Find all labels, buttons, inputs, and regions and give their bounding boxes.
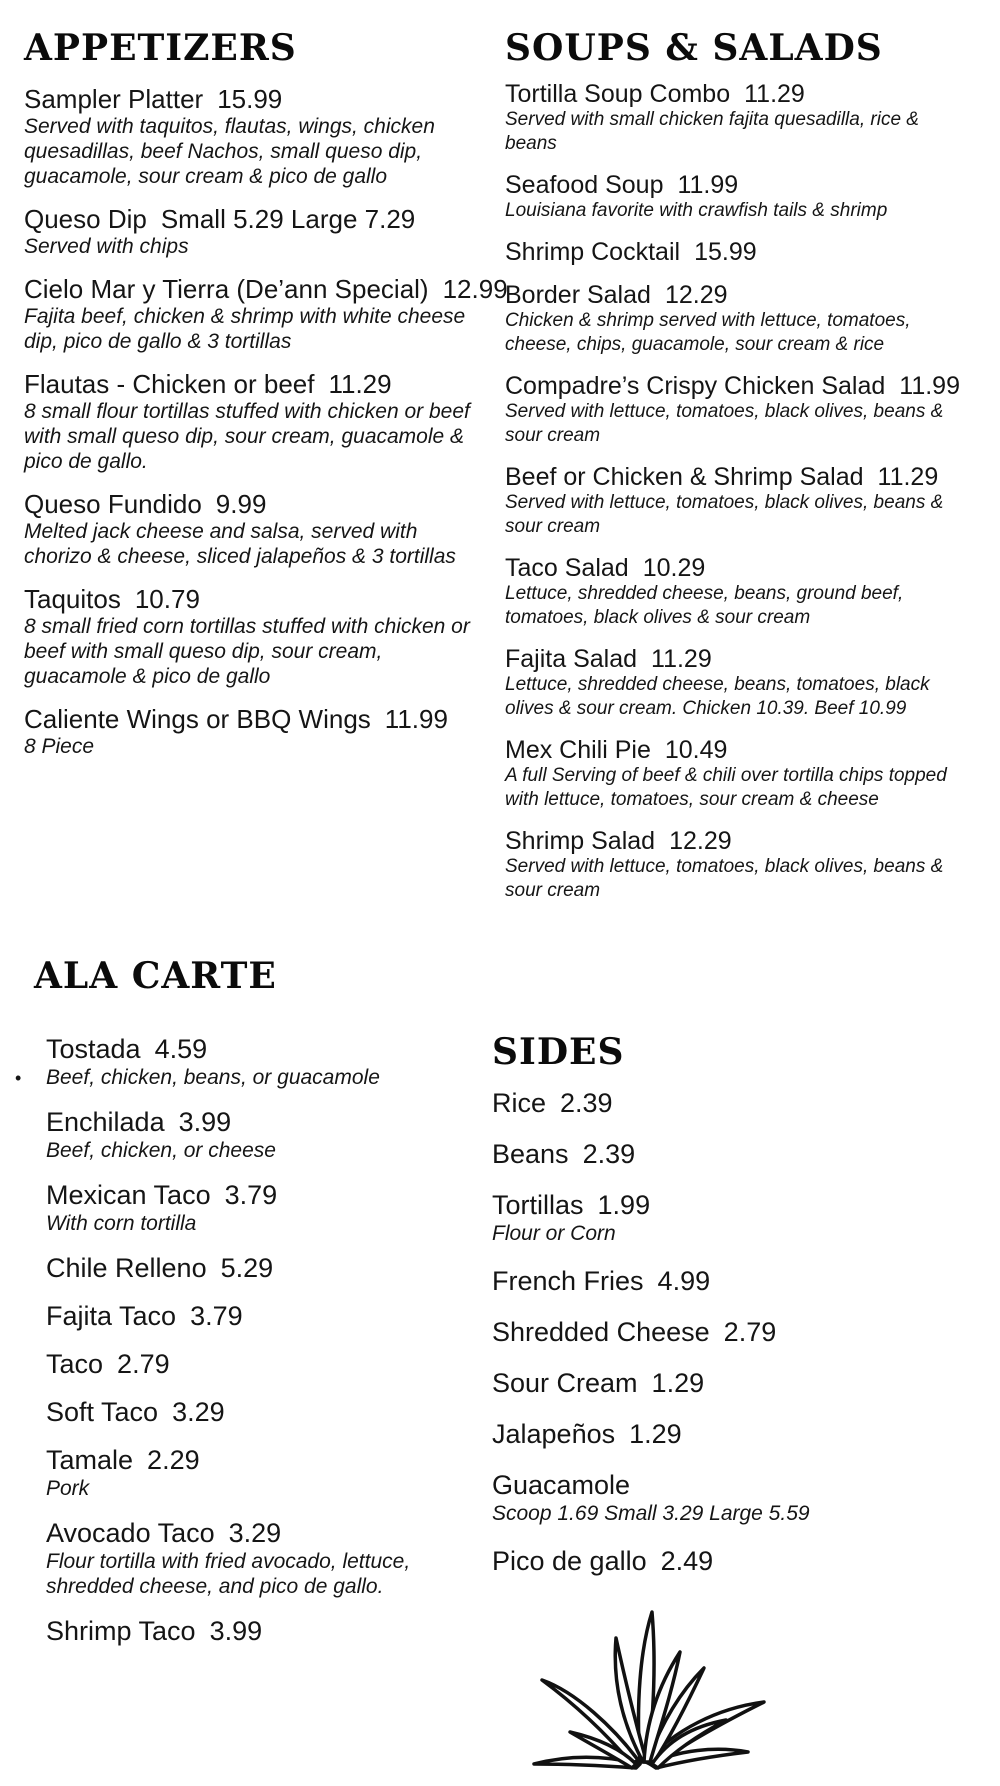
menu-item-price: Small 5.29 Large 7.29 — [160, 204, 416, 234]
menu-item-description: With corn tortilla — [46, 1212, 197, 1235]
menu-item-name: Enchilada — [46, 1107, 165, 1137]
menu-item-price: 12.29 — [664, 281, 728, 309]
menu-item-name: Shredded Cheese — [492, 1317, 710, 1347]
soups-salads-section — [505, 27, 975, 918]
menu-item-name: Sampler Platter — [24, 84, 204, 114]
menu-item-title — [24, 369, 484, 399]
menu-item-title — [492, 1368, 912, 1399]
ala-carte-heading: ALA CARTE — [34, 955, 277, 997]
menu-item — [24, 584, 484, 689]
menu-item-price: 11.99 — [677, 171, 739, 199]
menu-item-title — [492, 1139, 912, 1170]
menu-item-name: Tamale — [46, 1445, 134, 1475]
menu-item-price: 11.99 — [899, 372, 960, 400]
menu-item-name: Caliente Wings or BBQ Wings — [24, 704, 371, 734]
menu-item-price: 2.79 — [117, 1349, 170, 1379]
menu-item-name: Avocado Taco — [46, 1518, 215, 1548]
menu-item-description: Louisiana favorite with crawfish tails & shrimp — [505, 200, 888, 221]
menu-item-description: Fajita beef, chicken & shrimp with white cheese dip, pico de gallo & 3 tortillas — [24, 305, 466, 353]
soups-salads-heading: SOUPS & SALADS — [505, 27, 883, 69]
menu-item — [505, 827, 975, 903]
menu-item-price: 2.79 — [723, 1317, 777, 1347]
menu-item-title — [492, 1470, 912, 1501]
menu-item-name: French Fries — [492, 1266, 644, 1296]
menu-item-description: Beef, chicken, or cheese — [46, 1139, 276, 1162]
menu-item-price: 5.29 — [220, 1253, 274, 1283]
menu-item — [34, 1397, 454, 1428]
menu-item-title — [46, 1034, 454, 1065]
sides-heading: SIDES — [492, 1031, 625, 1073]
menu-item-name: Tortillas — [492, 1190, 584, 1220]
menu-item-name: Jalapeños — [492, 1419, 616, 1449]
menu-item-price: 12.99 — [442, 274, 508, 304]
menu-item-title — [492, 1546, 912, 1577]
menu-item-title — [24, 274, 508, 304]
menu-item — [492, 1368, 912, 1399]
menu-item-description: Lettuce, shredded cheese, beans, ground beef, tomatoes, black olives & sour cream — [505, 583, 904, 628]
menu-item-price: 15.99 — [217, 84, 283, 114]
menu-item-title — [505, 463, 975, 491]
menu-item-title — [505, 554, 975, 582]
menu-item-price: 2.29 — [147, 1445, 200, 1475]
menu-item — [505, 645, 975, 721]
menu-item-title — [505, 372, 975, 400]
menu-item — [15, 1034, 454, 1090]
menu-item-description: Served with taquitos, flautas, wings, chicken quesadillas, beef Nachos, small queso dip, guacamole, sour cream & pico de gallo — [24, 115, 435, 188]
menu-item-description: Served with lettuce, tomatoes, black olives, beans & sour cream — [505, 401, 944, 446]
menu-item-description: Served with small chicken fajita quesadilla, rice & beans — [505, 109, 919, 154]
menu-item-name: Queso Fundido — [24, 489, 202, 519]
menu-item-description: 8 Piece — [24, 735, 95, 758]
menu-item-title — [46, 1301, 454, 1332]
menu-item — [34, 1180, 454, 1236]
menu-item-name: Beef or Chicken & Shrimp Salad — [505, 463, 864, 491]
menu-item-name: Fajita Taco — [46, 1301, 177, 1331]
menu-item — [34, 1349, 454, 1380]
menu-item-name: Pico de gallo — [492, 1546, 647, 1576]
menu-item-name: Shrimp Taco — [46, 1616, 196, 1646]
menu-item-title — [505, 80, 975, 108]
menu-item — [24, 704, 484, 759]
menu-item-name: Guacamole — [492, 1470, 631, 1500]
menu-item — [34, 1445, 454, 1501]
menu-item — [492, 1317, 912, 1348]
menu-item-price: 1.99 — [597, 1190, 651, 1220]
menu-item-title — [24, 704, 484, 734]
menu-item-price: 1.29 — [651, 1368, 705, 1398]
appetizers-heading: APPETIZERS — [24, 27, 297, 69]
appetizers-list — [24, 84, 508, 759]
menu-item — [34, 1107, 454, 1163]
menu-item-name: Taco Salad — [505, 554, 629, 582]
menu-item-name: Tortilla Soup Combo — [505, 80, 731, 108]
menu-item-price: 12.29 — [669, 827, 732, 855]
menu-item-title — [505, 827, 975, 855]
menu-item — [505, 171, 975, 223]
menu-item-price: 2.39 — [560, 1088, 613, 1118]
menu-item-description: 8 small flour tortillas stuffed with chicken or beef with small queso dip, sour cream, guacamole & pico de gallo. — [24, 400, 470, 473]
sides-list — [492, 1088, 912, 1577]
menu-item-price: 3.29 — [172, 1397, 225, 1427]
menu-item — [492, 1139, 912, 1170]
menu-item-title — [46, 1518, 454, 1549]
menu-item-name: Mexican Taco — [46, 1180, 211, 1210]
menu-item-price: 10.79 — [134, 584, 200, 614]
menu-item-price: 2.49 — [660, 1546, 714, 1576]
menu-item-price: 10.49 — [664, 736, 728, 764]
menu-item-name: Tostada — [46, 1034, 141, 1064]
ala-carte-list — [15, 1034, 454, 1647]
menu-item-description: Pork — [46, 1477, 90, 1500]
menu-item-title — [24, 489, 484, 519]
menu-item-price: 10.29 — [642, 554, 706, 582]
menu-item-price: 2.39 — [582, 1139, 636, 1169]
menu-item-name: Cielo Mar y Tierra (De’ann Special) — [24, 274, 429, 304]
menu-item-name: Shrimp Cocktail — [505, 238, 681, 266]
menu-item-price: 1.29 — [629, 1419, 682, 1449]
menu-item-name: Flautas - Chicken or beef — [24, 369, 315, 399]
menu-item-title — [492, 1419, 912, 1450]
menu-item-price: 3.29 — [228, 1518, 282, 1548]
menu-item-title — [46, 1349, 454, 1380]
menu-item-description: A full Serving of beef & chili over tortilla chips topped with lettuce, tomatoes, sour cream & cheese — [505, 765, 947, 810]
menu-item-title — [505, 281, 975, 309]
menu-item-price: 11.99 — [384, 704, 448, 734]
menu-item-price: 3.79 — [190, 1301, 243, 1331]
menu-item-title — [492, 1190, 912, 1221]
menu-item-description: Melted jack cheese and salsa, served with chorizo & cheese, sliced jalapeños & 3 tortillas — [24, 520, 456, 568]
menu-item-name: Border Salad — [505, 281, 651, 309]
menu-item-title — [505, 238, 975, 266]
menu-item — [34, 1616, 454, 1647]
menu-item-title — [46, 1445, 454, 1476]
menu-item-title — [505, 645, 975, 673]
menu-item-name: Beans — [492, 1139, 569, 1169]
menu-item — [492, 1266, 912, 1297]
menu-item-name: Fajita Salad — [505, 645, 638, 673]
bullet-mark: • — [15, 1068, 22, 1088]
soups-salads-list — [505, 80, 975, 903]
menu-item-name: Chile Relleno — [46, 1253, 207, 1283]
menu-item-price: 11.29 — [651, 645, 712, 673]
menu-item — [505, 238, 975, 266]
menu-item-price: 4.59 — [154, 1034, 208, 1064]
menu-item-title — [24, 584, 484, 614]
menu-item — [34, 1518, 454, 1599]
menu-item-price: 11.29 — [328, 369, 392, 399]
menu-item-description: Scoop 1.69 Small 3.29 Large 5.59 — [492, 1502, 810, 1525]
menu-item — [505, 554, 975, 630]
menu-item-description: Flour tortilla with fried avocado, lettuce, shredded cheese, and pico de gallo. — [46, 1550, 411, 1598]
menu-item-title — [492, 1317, 912, 1348]
menu-item-name: Mex Chili Pie — [505, 736, 651, 764]
menu-item — [492, 1190, 912, 1246]
menu-item-name: Taco — [46, 1349, 104, 1379]
menu-item-title — [46, 1253, 454, 1284]
menu-item-name: Shrimp Salad — [505, 827, 656, 855]
agave-plant-icon — [528, 1610, 768, 1770]
menu-item-title — [46, 1616, 454, 1647]
menu-item-description: Served with lettuce, tomatoes, black olives, beans & sour cream — [505, 856, 944, 901]
menu-item — [24, 489, 484, 569]
menu-item — [492, 1546, 912, 1577]
menu-item — [505, 80, 975, 156]
menu-item-description: Flour or Corn — [492, 1222, 616, 1245]
menu-item-price: 3.99 — [209, 1616, 263, 1646]
menu-item-title — [492, 1088, 912, 1119]
menu-item-title — [24, 204, 484, 234]
menu-item-title — [505, 171, 975, 199]
menu-item-price: 11.29 — [877, 463, 939, 491]
menu-item-name: Queso Dip — [24, 204, 147, 234]
menu-item-price: 3.79 — [224, 1180, 278, 1210]
menu-item — [505, 281, 975, 357]
menu-item-title — [24, 84, 484, 114]
menu-item-description: Served with chips — [24, 235, 189, 258]
menu-item — [505, 463, 975, 539]
menu-item-title — [492, 1266, 912, 1297]
menu-item-price: 9.99 — [215, 489, 267, 519]
menu-item-price: 11.29 — [744, 80, 805, 108]
ala-carte-section — [15, 955, 454, 1664]
menu-item-description: Beef, chicken, beans, or guacamole — [46, 1066, 380, 1089]
menu-item — [492, 1470, 912, 1526]
menu-item-description: 8 small fried corn tortillas stuffed with chicken or beef with small queso dip, sour cream, guacamole & pico de gallo — [24, 615, 470, 688]
menu-item — [24, 274, 508, 354]
menu-item-name: Sour Cream — [492, 1368, 638, 1398]
menu-item — [34, 1301, 454, 1332]
menu-item — [505, 372, 975, 448]
menu-item-name: Seafood Soup — [505, 171, 664, 199]
menu-item-name: Soft Taco — [46, 1397, 159, 1427]
menu-item — [34, 1253, 454, 1284]
menu-item-title — [505, 736, 975, 764]
menu-item-description: Served with lettuce, tomatoes, black olives, beans & sour cream — [505, 492, 944, 537]
menu-item — [24, 84, 484, 189]
menu-item — [24, 204, 484, 259]
menu-item-name: Taquitos — [24, 584, 121, 614]
menu-item — [492, 1088, 912, 1119]
menu-item — [505, 736, 975, 812]
menu-item-description: Chicken & shrimp served with lettuce, tomatoes, cheese, chips, guacamole, sour cream & rice — [505, 310, 911, 355]
menu-item-description: Lettuce, shredded cheese, beans, tomatoes, black olives & sour cream. Chicken 10.39. Beef 10.99 — [505, 674, 930, 719]
menu-item-title — [46, 1180, 454, 1211]
menu-item-price: 15.99 — [694, 238, 757, 266]
menu-item — [24, 369, 484, 474]
menu-item-name: Compadre’s Crispy Chicken Salad — [505, 372, 886, 400]
menu-item-price: 3.99 — [178, 1107, 232, 1137]
appetizers-section — [24, 27, 508, 774]
sides-section — [492, 1031, 912, 1597]
menu-item-title — [46, 1107, 454, 1138]
menu-item-title — [46, 1397, 454, 1428]
menu-item-price: 4.99 — [657, 1266, 711, 1296]
menu-item — [492, 1419, 912, 1450]
menu-item-name: Rice — [492, 1088, 547, 1118]
